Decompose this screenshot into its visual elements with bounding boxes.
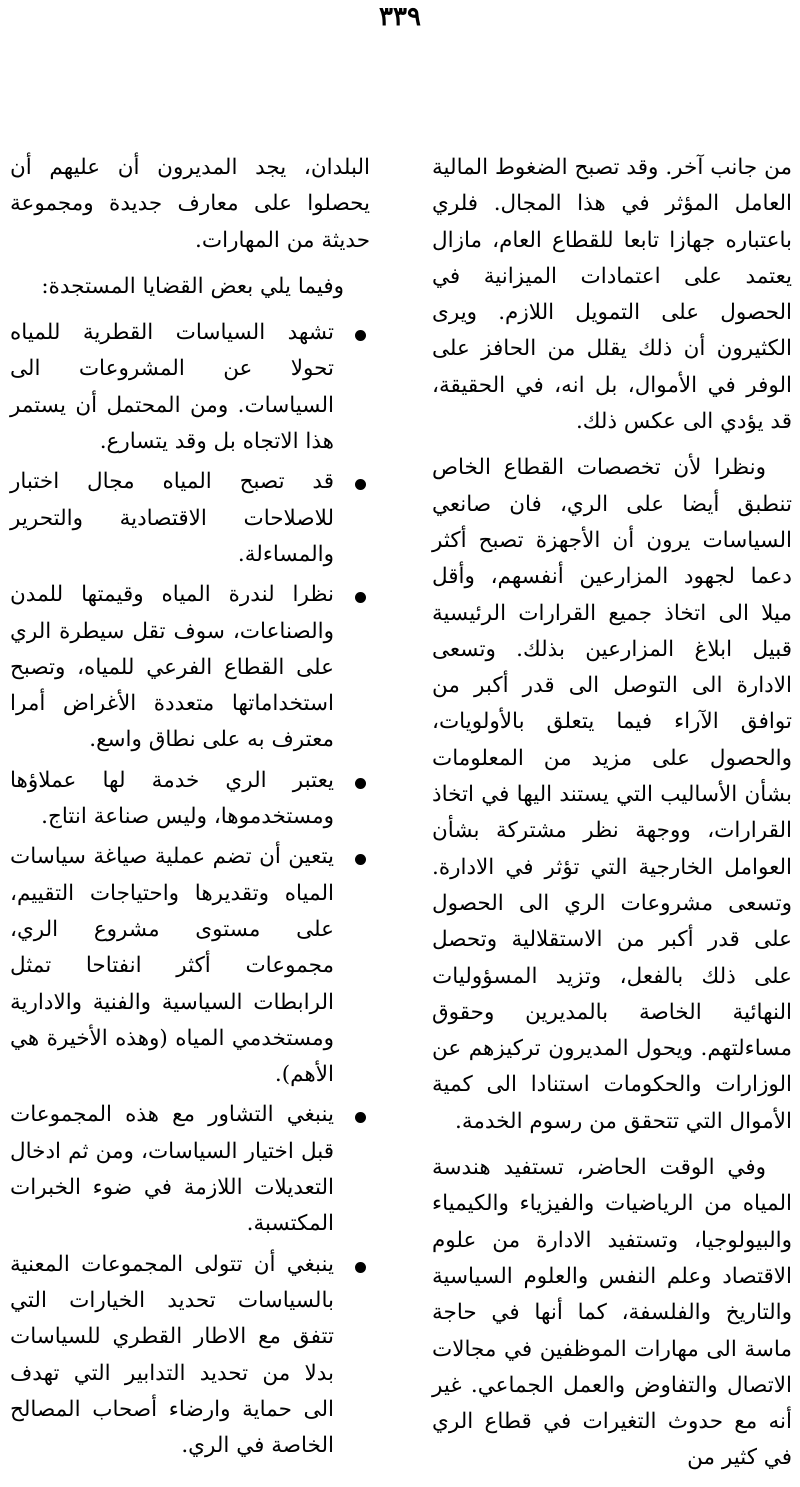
list-item-text: نظرا لندرة المياه وقيمتها للمدن والصناعات، سوف تقل سيطرة الري على القطاع الفرعي للمياه، وتصبح استخداماتها متعددة الأغراض أمرا معترف به على نطاق واسع.: [10, 582, 334, 753]
list-item: [10, 763, 370, 836]
list-item: [10, 577, 370, 758]
left-column: [10, 150, 370, 1468]
list-item: [10, 839, 370, 1093]
bullet-icon: [355, 479, 366, 490]
bullet-icon: [355, 1262, 366, 1273]
bullet-icon: [355, 1112, 366, 1123]
bullet-icon: [355, 854, 366, 865]
bullet-icon: [355, 592, 366, 603]
right-column: [432, 150, 792, 1487]
list-item-text: ينبغي التشاور مع هذه المجموعات قبل اختيار السياسات، ومن ثم ادخال التعديلات اللازمة في ضوء الخبرات المكتسبة.: [10, 1102, 334, 1237]
page-number: ٣٣٩: [379, 2, 421, 32]
list-item: [10, 1247, 370, 1465]
list-item-text: قد تصبح المياه مجال اختبار للاصلاحات الاقتصادية والتحرير والمساءلة.: [10, 469, 334, 567]
list-item: [10, 315, 370, 460]
emerging-issues-intro: وفيما يلي بعض القضايا المستجدة:: [41, 273, 344, 299]
paragraph-present-time: وفي الوقت الحاضر، تستفيد هندسة المياه من الرياضيات والفيزياء والكيمياء والبيولوجيا، وتستفيد الادارة من علوم الاقتصاد وعلم النفس والعلوم السياسية والتاريخ والفلسفة، كما أنها في حاجة ماسة الى مهارات الموظفين في مجالات الاتصال والتفاوض والعمل الجماعي. غير أنه مع حدوث التغيرات في قطاع الري في كثير من: [432, 1155, 792, 1471]
paragraph-private-sector: ونظرا لأن تخصصات القطاع الخاص تنطبق أيضا على الري، فان صانعي السياسات يرون أن الأجهزة تصبح أكثر دعما لجهود المزارعين أنفسهم، وأقل ميلا الى اتخاذ جميع القرارات الرئيسية قبيل ابلاغ المزارعين بذلك. وتسعى الادارة الى التوصل الى قدر أكبر من توافق الآراء فيما يتعلق بالأولويات، والحصول على مزيد من المعلومات بشأن الأساليب التي يستند اليها في اتخاذ القرارات، ووجهة نظر مشتركة بشأن العوامل الخارجية التي تؤثر في الادارة. وتسعى مشروعات الري الى الحصول على قدر أكبر من الاستقلالية وتحصل على ذلك بالفعل، وتزيد المسؤوليات النهائية الخاصة بالمديرين وحقوق مساءلتهم. ويحول المديرون تركيزهم عن الوزارات والحكومات استنادا الى كمية الأموال التي تتحقق من رسوم الخدمة.: [432, 455, 792, 1134]
list-item: [10, 464, 370, 573]
paragraph-continuation: البلدان، يجد المديرون أن عليهم أن يحصلوا على معارف جديدة ومجموعة حديثة من المهارات.: [10, 155, 370, 253]
list-item-text: ينبغي أن تتولى المجموعات المعنية بالسياسات تحديد الخيارات التي تتفق مع الاطار القطري للسياسات بدلا من تحديد التدابير التي تهدف الى حماية وارضاء أصحاب المصالح الخاصة في الري.: [10, 1251, 334, 1459]
paragraph-continued: من جانب آخر. وقد تصبح الضغوط المالية العامل المؤثر في هذا المجال. فلري باعتباره جهازا تابعا للقطاع العام، مازال يعتمد على اعتمادات الميزانية في الحصول على التمويل اللازم. ويرى الكثيرون أن ذلك يقلل من الحافز على الوفر في الأموال، بل انه، في الحقيقة، قد يؤدي الى عكس ذلك.: [432, 155, 792, 435]
bullet-icon: [355, 330, 366, 341]
bullet-icon: [355, 778, 366, 789]
list-item-text: يتعين أن تضم عملية صياغة سياسات المياه وتقديرها واحتياجات التقييم، على مستوى مشروع الري، مجموعات أكثر انفتاحا تمثل الرابطات السياسية والفنية والادارية ومستخدمي المياه (وهذه الأخيرة هي الأهم).: [10, 844, 334, 1088]
emerging-issues-list: [10, 315, 370, 1464]
list-item: [10, 1097, 370, 1242]
list-item-text: تشهد السياسات القطرية للمياه تحولا عن المشروعات الى السياسات. ومن المحتمل أن يستمر هذا الاتجاه بل وقد يتسارع.: [10, 320, 334, 455]
list-item-text: يعتبر الري خدمة لها عملاؤها ومستخدموها، وليس صناعة انتاج.: [10, 767, 334, 830]
